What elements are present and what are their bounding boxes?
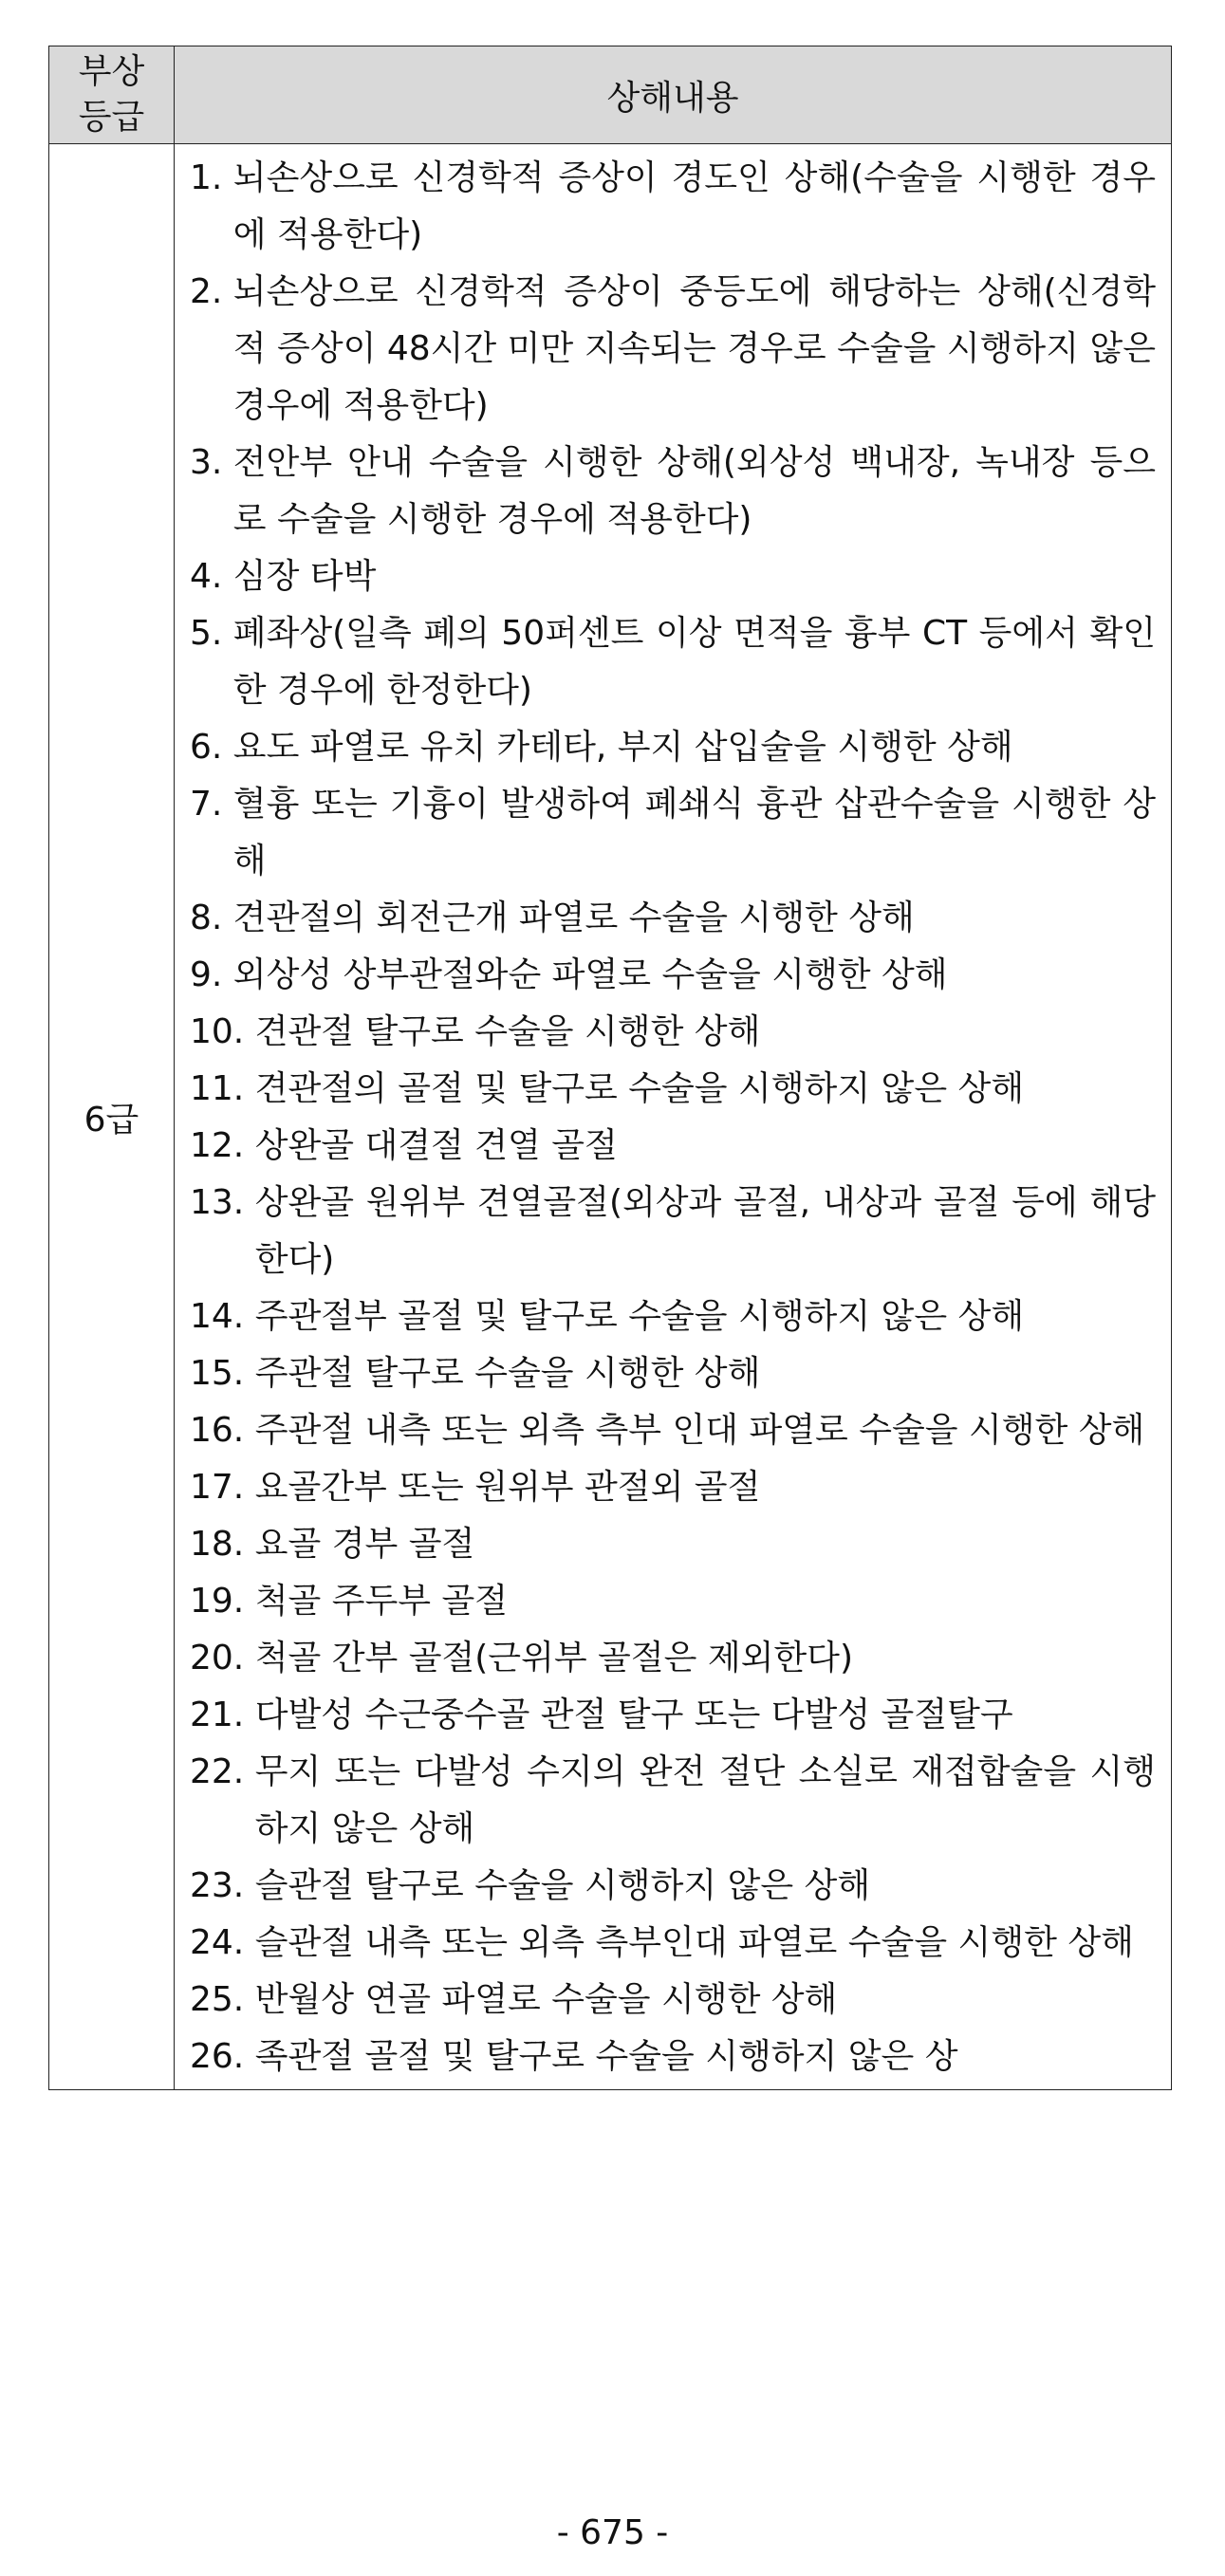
item-text: 뇌손상으로 신경학적 증상이 경도인 상해(수술을 시행한 경우에 적용한다) bbox=[232, 158, 1156, 254]
grade-cell: 6급 bbox=[49, 144, 175, 2090]
item-number: 25. bbox=[190, 1980, 255, 2019]
list-item bbox=[190, 776, 1156, 890]
item-text: 견관절의 골절 및 탈구로 수술을 시행하지 않은 상해 bbox=[254, 1069, 1025, 1108]
list-item bbox=[190, 264, 1156, 435]
item-number: 8. bbox=[190, 899, 233, 937]
list-item bbox=[190, 1459, 1156, 1516]
list-item bbox=[190, 1573, 1156, 1630]
item-number: 14. bbox=[190, 1297, 255, 1336]
list-item bbox=[190, 1687, 1156, 1744]
list-item bbox=[190, 1744, 1156, 1858]
item-number: 16. bbox=[190, 1411, 255, 1450]
list-item bbox=[190, 1858, 1156, 1915]
item-text: 뇌손상으로 신경학적 증상이 중등도에 해당하는 상해(신경학적 증상이 48시간 미만 지속되는 경우로 수술을 시행하지 않은 경우에 적용한다) bbox=[232, 272, 1156, 425]
item-text: 상완골 원위부 견열골절(외상과 골절, 내상과 골절 등에 해당한다) bbox=[254, 1183, 1156, 1279]
item-text: 족관절 골절 및 탈구로 수술을 시행하지 않은 상 bbox=[254, 2037, 958, 2076]
injury-list bbox=[190, 150, 1156, 2085]
item-number: 26. bbox=[190, 2037, 255, 2076]
item-text: 요골 경부 골절 bbox=[254, 1525, 475, 1564]
item-number: 19. bbox=[190, 1582, 255, 1621]
item-number: 18. bbox=[190, 1525, 255, 1564]
list-item bbox=[190, 1061, 1156, 1118]
item-number: 1. bbox=[190, 158, 233, 197]
item-number: 3. bbox=[190, 443, 233, 482]
item-number: 23. bbox=[190, 1866, 255, 1905]
header-grade bbox=[49, 46, 175, 144]
list-item bbox=[190, 1288, 1156, 1345]
item-text: 척골 주두부 골절 bbox=[254, 1582, 509, 1621]
item-number: 22. bbox=[190, 1752, 255, 1791]
item-number: 7. bbox=[190, 785, 233, 824]
header-grade-line2: 등급 bbox=[78, 98, 145, 137]
item-text: 요골간부 또는 원위부 관절외 골절 bbox=[254, 1468, 761, 1507]
item-text: 상완골 대결절 견열 골절 bbox=[254, 1126, 618, 1165]
item-text: 견관절 탈구로 수술을 시행한 상해 bbox=[254, 1012, 761, 1051]
list-item bbox=[190, 605, 1156, 719]
item-text: 다발성 수근중수골 관절 탈구 또는 다발성 골절탈구 bbox=[254, 1696, 1013, 1734]
list-item bbox=[190, 2029, 1156, 2085]
item-text: 심장 타박 bbox=[232, 557, 377, 596]
content-cell bbox=[175, 144, 1172, 2090]
list-item bbox=[190, 1175, 1156, 1288]
list-item bbox=[190, 150, 1156, 264]
item-text: 외상성 상부관절와순 파열로 수술을 시행한 상해 bbox=[232, 955, 948, 994]
item-text: 주관절 탈구로 수술을 시행한 상해 bbox=[254, 1354, 761, 1393]
item-number: 24. bbox=[190, 1923, 255, 1962]
page-number: - 675 - bbox=[556, 2513, 669, 2552]
item-number: 9. bbox=[190, 955, 233, 994]
item-text: 주관절부 골절 및 탈구로 수술을 시행하지 않은 상해 bbox=[254, 1297, 1025, 1336]
item-number: 2. bbox=[190, 272, 233, 311]
list-item bbox=[190, 1118, 1156, 1175]
item-number: 21. bbox=[190, 1696, 255, 1734]
item-number: 13. bbox=[190, 1183, 255, 1222]
list-item bbox=[190, 947, 1156, 1004]
item-text: 슬관절 내측 또는 외측 측부인대 파열로 수술을 시행한 상해 bbox=[254, 1923, 1134, 1962]
item-number: 15. bbox=[190, 1354, 255, 1393]
item-number: 4. bbox=[190, 557, 233, 596]
list-item bbox=[190, 548, 1156, 605]
list-item bbox=[190, 1345, 1156, 1402]
table-header-row bbox=[49, 46, 1172, 144]
item-text: 혈흉 또는 기흉이 발생하여 폐쇄식 흉관 삽관수술을 시행한 상해 bbox=[232, 785, 1156, 880]
list-item bbox=[190, 435, 1156, 548]
item-text: 반월상 연골 파열로 수술을 시행한 상해 bbox=[254, 1980, 838, 2019]
list-item bbox=[190, 1972, 1156, 2029]
item-text: 척골 간부 골절(근위부 골절은 제외한다) bbox=[254, 1639, 853, 1677]
table-row bbox=[49, 144, 1172, 2090]
item-number: 20. bbox=[190, 1639, 255, 1677]
item-text: 폐좌상(일측 폐의 50퍼센트 이상 면적을 흉부 CT 등에서 확인한 경우에 한정한다) bbox=[232, 614, 1156, 710]
header-content: 상해내용 bbox=[175, 46, 1172, 144]
list-item bbox=[190, 890, 1156, 947]
item-number: 10. bbox=[190, 1012, 255, 1051]
list-item bbox=[190, 1630, 1156, 1687]
item-text: 주관절 내측 또는 외측 측부 인대 파열로 수술을 시행한 상해 bbox=[254, 1411, 1145, 1450]
item-text: 무지 또는 다발성 수지의 완전 절단 소실로 재접합술을 시행하지 않은 상해 bbox=[254, 1752, 1156, 1848]
item-text: 전안부 안내 수술을 시행한 상해(외상성 백내장, 녹내장 등으로 수술을 시행한 경우에 적용한다) bbox=[232, 443, 1156, 539]
item-text: 슬관절 탈구로 수술을 시행하지 않은 상해 bbox=[254, 1866, 871, 1905]
item-number: 12. bbox=[190, 1126, 255, 1165]
item-number: 5. bbox=[190, 614, 233, 653]
item-number: 17. bbox=[190, 1468, 255, 1507]
injury-grade-table bbox=[48, 46, 1172, 2090]
item-number: 11. bbox=[190, 1069, 255, 1108]
list-item bbox=[190, 1402, 1156, 1459]
list-item bbox=[190, 1915, 1156, 1972]
list-item bbox=[190, 1004, 1156, 1061]
list-item bbox=[190, 1516, 1156, 1573]
list-item bbox=[190, 719, 1156, 776]
header-grade-line1: 부상 bbox=[78, 52, 145, 91]
item-text: 견관절의 회전근개 파열로 수술을 시행한 상해 bbox=[232, 899, 915, 937]
item-text: 요도 파열로 유치 카테타, 부지 삽입술을 시행한 상해 bbox=[232, 728, 1013, 767]
item-number: 6. bbox=[190, 728, 233, 767]
